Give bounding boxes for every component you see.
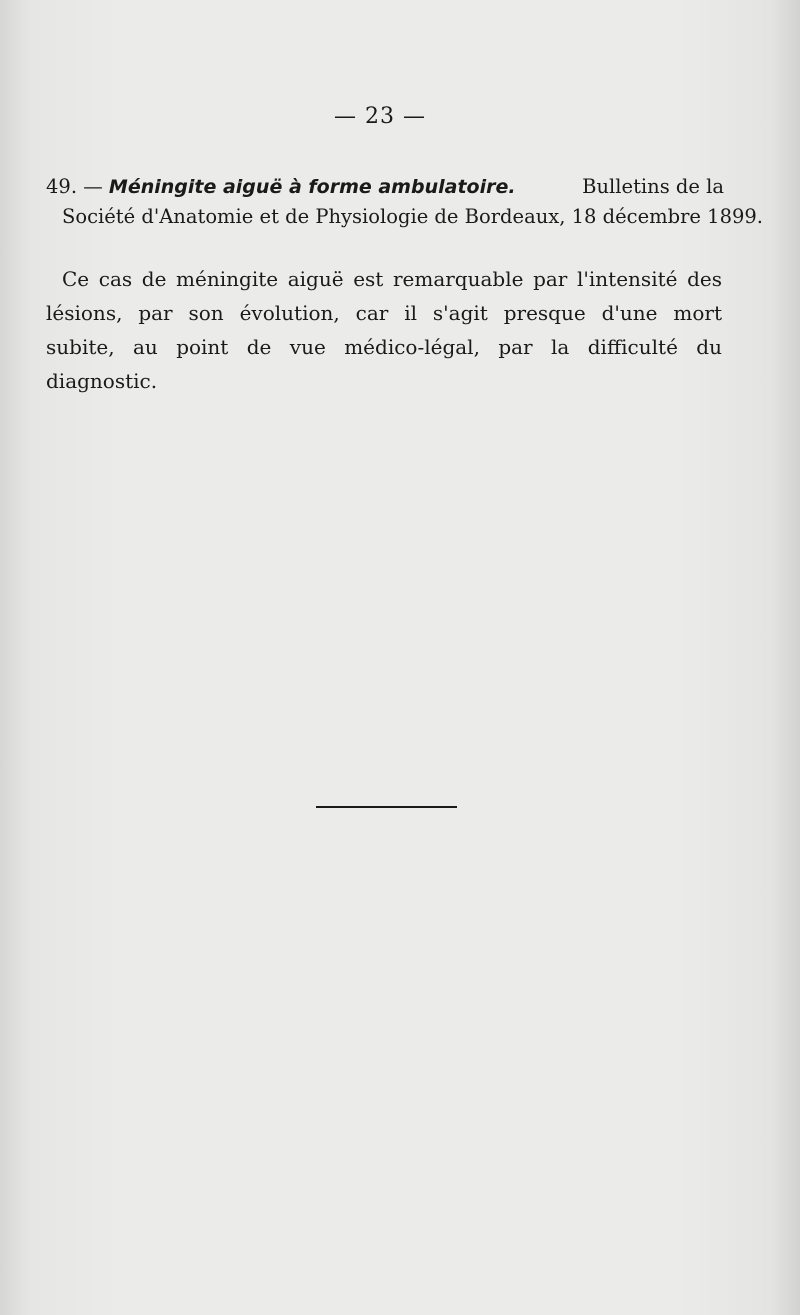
body-paragraph xyxy=(46,262,722,398)
entry-source-part2: Société d'Anatomie et de Physiologie de Bordeaux, 18 décembre 1899. xyxy=(62,205,764,228)
bibliography-entry xyxy=(46,172,764,231)
entry-number: 49. — xyxy=(46,175,103,198)
body-line: subite, au point de vue médico-légal, par la difficulté du xyxy=(46,335,722,359)
entry-title: Méningite aiguë à forme ambulatoire. xyxy=(108,176,516,198)
body-line: Ce cas de méningite aiguë est remarquable par l'intensité des xyxy=(62,267,722,291)
body-line: diagnostic. xyxy=(46,369,158,393)
entry-heading xyxy=(46,172,516,202)
page-number: — 23 — xyxy=(334,104,426,129)
entry-source-part1: Bulletins de la xyxy=(582,175,724,198)
entry-first-line xyxy=(46,172,724,202)
section-divider-rule xyxy=(316,806,457,808)
body-line: lésions, par son évolution, car il s'agit presque d'une mort xyxy=(46,301,722,325)
